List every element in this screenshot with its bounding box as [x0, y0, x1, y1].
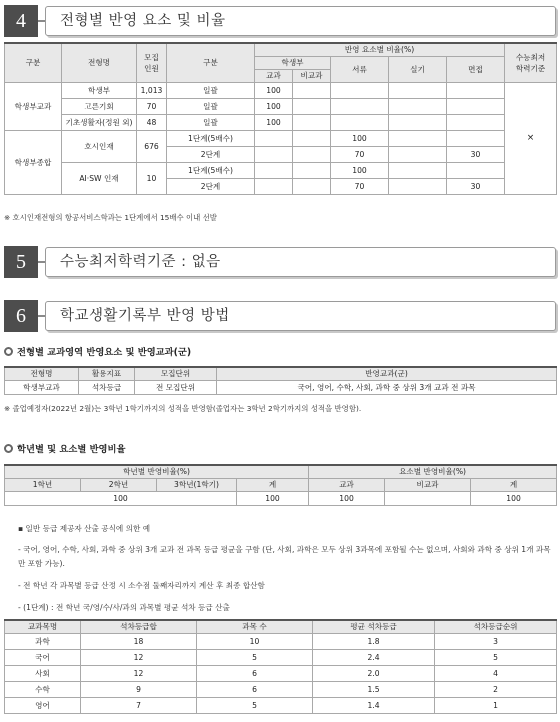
cell-subject: 100: [255, 82, 293, 98]
header-nonsubject: 비교과: [385, 478, 471, 491]
cell-nonsubject: [385, 491, 471, 505]
section-title: 전형별 반영 요소 및 비율: [60, 13, 226, 29]
cell-unit: 전 모집단위: [135, 380, 217, 394]
section-5-header: [4, 246, 556, 278]
cell-recruit: 48: [137, 114, 167, 130]
cell-docs: 100: [331, 130, 389, 146]
section-title-box: [45, 247, 556, 277]
cell-stage: 1단계(5배수): [167, 162, 255, 178]
cell-docs: 100: [331, 162, 389, 178]
cell-nonsubject: [293, 178, 331, 194]
table-row: [5, 665, 557, 681]
cell-subject: 100: [255, 98, 293, 114]
cell-subject: [255, 162, 293, 178]
note-graduate: ※ 졸업예정자(2022년 2월)는 3학년 1학기까지의 성적을 반영함(졸업자는 3학년 2학기까지의 성적을 반영함).: [4, 404, 362, 413]
cell-grade-sum: 7: [81, 697, 197, 713]
cell-practical: [389, 146, 447, 162]
header-nonsubject: 비교과: [293, 69, 331, 82]
table-row: [5, 649, 557, 665]
subheading-subject-area: 전형별 교과영역 반영요소 및 반영교과(군): [4, 344, 191, 358]
section-number: 5: [4, 246, 38, 278]
cell-course-count: 6: [197, 681, 313, 697]
group-name: 학생부종합: [5, 130, 62, 194]
cell-subject: 100: [255, 114, 293, 130]
cell-grade-rank: 4: [435, 665, 557, 681]
section-title: 학교생활기록부 반영 방법: [60, 308, 230, 324]
cell-practical: [389, 98, 447, 114]
header-subject: 교과: [255, 69, 293, 82]
cell-interview: [447, 130, 505, 146]
table-row: [5, 491, 557, 505]
cell-docs: 70: [331, 146, 389, 162]
cell-subject-name: 사회: [5, 665, 81, 681]
cell-grade-sum: 18: [81, 633, 197, 649]
section-number: 6: [4, 300, 38, 332]
calc-line-3: - (1단계) : 전 학년 국/영/수/사/과의 과목별 평균 석차 등급 산출: [18, 603, 230, 612]
cell-stage: 일괄: [167, 82, 255, 98]
cell-nonsubject: [293, 114, 331, 130]
circle-bullet-icon: [4, 444, 13, 453]
cell-docs: [331, 82, 389, 98]
cell-subject-name: 영어: [5, 697, 81, 713]
header-ratio-group: 반영 요소별 비율(%): [255, 43, 505, 56]
cell-stage: 일괄: [167, 98, 255, 114]
header-year1: 1학년: [5, 478, 81, 491]
cell-stage: 2단계: [167, 178, 255, 194]
cell-grade-sum: 12: [81, 649, 197, 665]
cell-subject-name: 수학: [5, 681, 81, 697]
header-subject: 교과: [309, 478, 385, 491]
header-type: 전형명: [62, 43, 137, 82]
header-type: 전형명: [5, 367, 79, 380]
cell-practical: [389, 178, 447, 194]
table-row: [5, 697, 557, 713]
calc-line-2: - 전 학년 각 과목별 등급 산정 시 소수점 둘째자리까지 계산 후 최종 합산함: [18, 581, 265, 590]
header-elem-group: 요소별 반영비율(%): [309, 465, 557, 478]
cell-practical: [389, 162, 447, 178]
header-interview: 면접: [447, 56, 505, 82]
cell-interview: 30: [447, 146, 505, 162]
cell-type: 학생부교과: [5, 380, 79, 394]
header-stage: 구분: [167, 43, 255, 82]
subject-area-table: [4, 366, 557, 395]
cell-grade-rank: 1: [435, 697, 557, 713]
header-unit: 모집단위: [135, 367, 217, 380]
cell-recruit: 10: [137, 162, 167, 194]
grade-table: [4, 619, 557, 714]
cell-subject-name: 과학: [5, 633, 81, 649]
header-grade-sum: 석차등급합: [81, 620, 197, 633]
table-row: [5, 130, 557, 146]
header-elem-total: 계: [471, 478, 557, 491]
cell-course-count: 5: [197, 649, 313, 665]
cell-subject-name: 국어: [5, 649, 81, 665]
cell-average-grade: 2.4: [313, 649, 435, 665]
header-csat: 수능최저 학력기준: [505, 43, 557, 82]
cell-nonsubject: [293, 162, 331, 178]
cell-recruit: 1,013: [137, 82, 167, 98]
cell-course-count: 5: [197, 697, 313, 713]
cell-practical: [389, 82, 447, 98]
cell-course-count: 6: [197, 665, 313, 681]
cell-elem-total: 100: [471, 491, 557, 505]
cell-subject: [255, 146, 293, 162]
cell-interview: [447, 82, 505, 98]
subheading-ratios: 학년별 및 요소별 반영비율: [4, 441, 126, 455]
cell-nonsubject: [293, 82, 331, 98]
section-title-box: [45, 6, 556, 36]
cell-nonsubject: [293, 146, 331, 162]
cell-interview: [447, 162, 505, 178]
cell-nonsubject: [293, 130, 331, 146]
cell-subjects: 국어, 영어, 수학, 사회, 과학 중 상위 3개 교과 전 과목: [217, 380, 557, 394]
cell-docs: 70: [331, 178, 389, 194]
cell-year-ratio: 100: [5, 491, 237, 505]
cell-docs: [331, 98, 389, 114]
cell-grade-rank: 2: [435, 681, 557, 697]
table-row: [5, 98, 557, 114]
group-name: 학생부교과: [5, 82, 62, 130]
table-row: [5, 114, 557, 130]
table-row: [5, 82, 557, 98]
cell-docs: [331, 114, 389, 130]
cell-type: 고른기회: [62, 98, 137, 114]
header-subjects: 반영교과(군): [217, 367, 557, 380]
cell-subject: 100: [309, 491, 385, 505]
header-year2: 2학년: [81, 478, 157, 491]
cell-interview: [447, 114, 505, 130]
cell-stage: 1단계(5배수): [167, 130, 255, 146]
cell-stage: 2단계: [167, 146, 255, 162]
section-6-header: [4, 300, 556, 332]
cell-grade-sum: 12: [81, 665, 197, 681]
header-record: 학생부: [255, 56, 331, 69]
table-row: [5, 162, 557, 178]
cell-course-count: 10: [197, 633, 313, 649]
cell-average-grade: 1.8: [313, 633, 435, 649]
cell-practical: [389, 114, 447, 130]
cell-stage: 일괄: [167, 114, 255, 130]
cell-interview: [447, 98, 505, 114]
cell-grade-rank: 5: [435, 649, 557, 665]
cell-subject: [255, 130, 293, 146]
cell-grade-rank: 3: [435, 633, 557, 649]
cell-type: 호시인재: [62, 130, 137, 162]
cell-csat: ×: [505, 82, 557, 194]
header-subject-name: 교과목명: [5, 620, 81, 633]
header-average-grade: 평균 석차등급: [313, 620, 435, 633]
note-hosi: ※ 호시인재전형의 항공서비스학과는 1단계에서 15배수 이내 선발: [4, 213, 217, 222]
cell-subject: [255, 178, 293, 194]
section-title-box: [45, 301, 556, 331]
cell-type: 기초생활자(정원 외): [62, 114, 137, 130]
calc-bullet: ▪ 일반 등급 제공자 산출 공식에 의한 예: [18, 524, 151, 533]
table-row: [5, 681, 557, 697]
table-row: [5, 633, 557, 649]
section-number: 4: [4, 5, 38, 37]
header-year-total: 계: [237, 478, 309, 491]
header-year-group: 학년별 반영비율(%): [5, 465, 309, 478]
header-category: 구분: [5, 43, 62, 82]
cell-index: 석차등급: [79, 380, 135, 394]
section-4-header: [4, 5, 556, 37]
cell-nonsubject: [293, 98, 331, 114]
header-course-count: 과목 수: [197, 620, 313, 633]
cell-recruit: 676: [137, 130, 167, 162]
section-title: 수능최저학력기준 : 없음: [60, 254, 221, 270]
header-recruit: 모집 인원: [137, 43, 167, 82]
header-grade-rank: 석차등급순위: [435, 620, 557, 633]
cell-average-grade: 1.4: [313, 697, 435, 713]
header-practical: 실기: [389, 56, 447, 82]
calc-line-1: - 국어, 영어, 수학, 사회, 과학 중 상위 3개 교과 전 과목 등급 평균을 구함 (단, 사회, 과학은 모두 상위 3과목에 포함될 수는 없으며, 사회와 과학 중 상위 1개 과목만 포함 가능).: [18, 545, 551, 568]
header-year3: 3학년(1학기): [157, 478, 237, 491]
cell-type: 학생부: [62, 82, 137, 98]
cell-type: AI·SW 인재: [62, 162, 137, 194]
cell-year-total: 100: [237, 491, 309, 505]
table-row: [5, 380, 557, 394]
cell-recruit: 70: [137, 98, 167, 114]
cell-grade-sum: 9: [81, 681, 197, 697]
ratio-table: [4, 42, 557, 195]
circle-bullet-icon: [4, 347, 13, 356]
cell-average-grade: 2.0: [313, 665, 435, 681]
header-index: 활용지표: [79, 367, 135, 380]
ratio-by-year-table: [4, 464, 557, 506]
header-docs: 서류: [331, 56, 389, 82]
cell-average-grade: 1.5: [313, 681, 435, 697]
cell-interview: 30: [447, 178, 505, 194]
cell-practical: [389, 130, 447, 146]
